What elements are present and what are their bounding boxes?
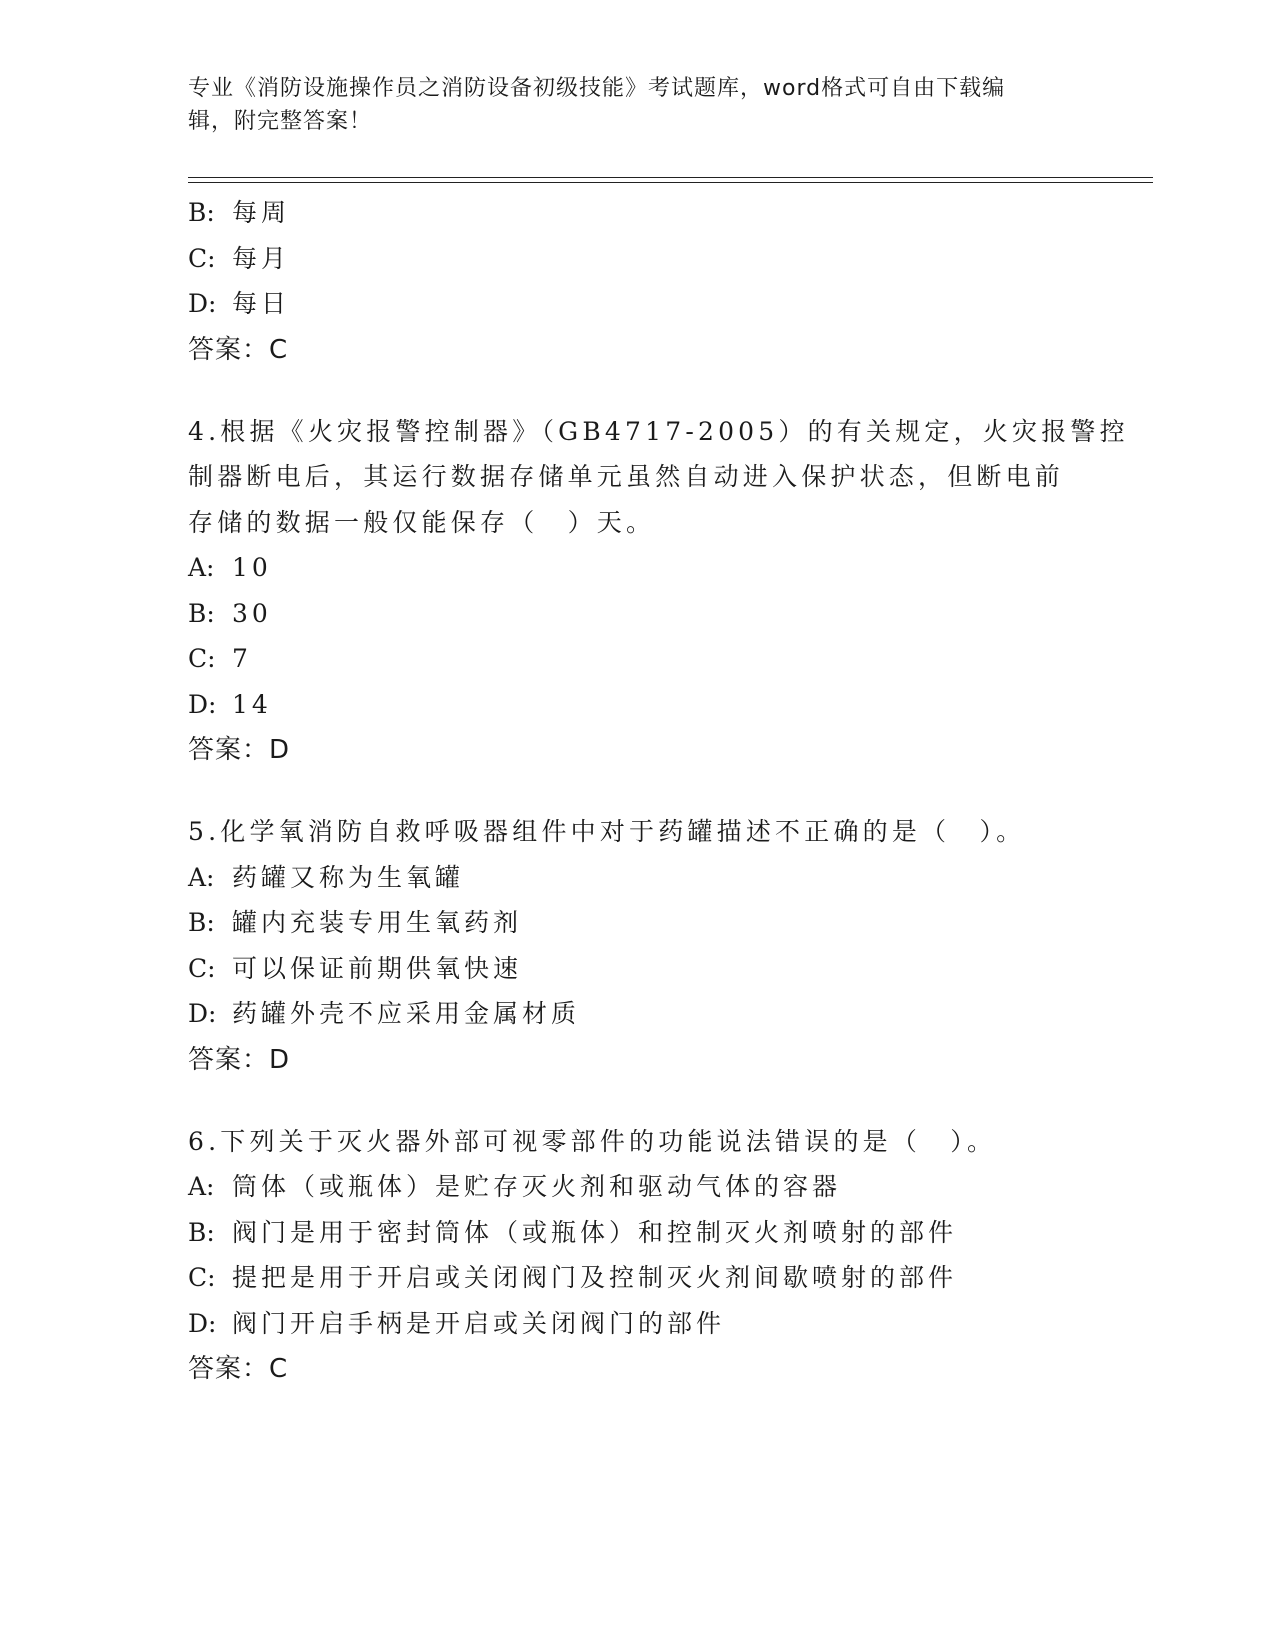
option-letter: C: xyxy=(188,953,216,983)
question-5 xyxy=(188,809,1088,1083)
option-text: 每日 xyxy=(232,289,291,318)
option-b xyxy=(188,591,1088,637)
question-6 xyxy=(188,1119,1088,1393)
option-text: 药罐外壳不应采用金属材质 xyxy=(232,999,581,1028)
option-letter: A: xyxy=(188,553,215,582)
option-letter: B: xyxy=(188,598,215,628)
option-letter: C: xyxy=(188,243,216,273)
option-b xyxy=(188,1210,1088,1256)
question-stem xyxy=(188,1119,1088,1165)
stem-line: 5.化学氧消防自救呼吸器组件中对于药罐描述不正确的是（ ）。 xyxy=(188,817,1026,846)
answer-line: 答案：C xyxy=(188,1354,289,1384)
option-letter: C: xyxy=(188,1263,216,1292)
option-a xyxy=(188,1164,1088,1210)
option-text: 7 xyxy=(232,644,252,673)
option-text: 30 xyxy=(232,598,272,628)
question-list xyxy=(188,190,1129,1392)
option-letter: A: xyxy=(188,1172,215,1201)
option-text: 提把是用于开启或关闭阀门及控制灭火剂间歇喷射的部件 xyxy=(232,1263,958,1292)
option-letter: D: xyxy=(188,689,217,719)
option-letter: C: xyxy=(188,644,216,673)
stem-line: 存储的数据一般仅能保存（ ）天。 xyxy=(188,507,656,537)
option-c xyxy=(188,236,1088,282)
option-a xyxy=(188,545,1088,591)
option-text: 筒体（或瓶体）是贮存灭火剂和驱动气体的容器 xyxy=(232,1172,842,1201)
option-a xyxy=(188,855,1088,901)
option-d xyxy=(188,281,1088,327)
answer-line: 答案：C xyxy=(188,334,289,365)
question-3-continued xyxy=(188,190,1088,373)
option-text: 每周 xyxy=(232,198,291,227)
header-divider-top xyxy=(188,177,1153,178)
option-text: 药罐又称为生氧罐 xyxy=(232,862,465,892)
option-d xyxy=(188,991,1088,1037)
option-text: 罐内充装专用生氧药剂 xyxy=(232,908,523,937)
option-d xyxy=(188,682,1088,728)
option-b xyxy=(188,900,1088,946)
question-stem xyxy=(188,409,1129,546)
option-letter: D: xyxy=(188,999,217,1028)
option-d xyxy=(188,1301,1088,1347)
stem-line: 4.根据《火灾报警控制器》（GB4717-2005）的有关规定，火灾报警控 xyxy=(188,416,1129,446)
header-line-2: 辑，附完整答案！ xyxy=(188,109,373,134)
option-c xyxy=(188,1255,1088,1301)
option-text: 阀门开启手柄是开启或关闭阀门的部件 xyxy=(232,1308,726,1338)
question-4 xyxy=(188,409,1129,774)
answer-line: 答案：D xyxy=(188,735,291,765)
question-stem xyxy=(188,809,1088,855)
option-letter: A: xyxy=(188,862,215,892)
option-text: 每月 xyxy=(232,243,291,273)
option-text: 10 xyxy=(232,553,272,582)
option-text: 阀门是用于密封筒体（或瓶体）和控制灭火剂喷射的部件 xyxy=(232,1217,958,1247)
header-line-1: 专业《消防设施操作员之消防设备初级技能》考试题库，word格式可自由下载编 xyxy=(188,76,1006,101)
option-c xyxy=(188,946,1088,992)
option-text: 可以保证前期供氧快速 xyxy=(232,953,523,983)
option-letter: B: xyxy=(188,1217,215,1247)
option-b xyxy=(188,190,1088,236)
option-letter: B: xyxy=(188,908,215,937)
stem-line: 制器断电后，其运行数据存储单元虽然自动进入保护状态，但断电前 xyxy=(188,462,1065,491)
stem-line: 6.下列关于灭火器外部可视零部件的功能说法错误的是（ ）。 xyxy=(188,1126,997,1156)
option-text: 14 xyxy=(232,689,272,719)
answer-line: 答案：D xyxy=(188,1044,291,1075)
option-letter: D: xyxy=(188,289,217,318)
option-letter: B: xyxy=(188,198,215,227)
option-letter: D: xyxy=(188,1308,217,1338)
document-header xyxy=(188,72,1068,138)
header-divider-bottom xyxy=(188,182,1153,183)
option-c xyxy=(188,636,1088,682)
